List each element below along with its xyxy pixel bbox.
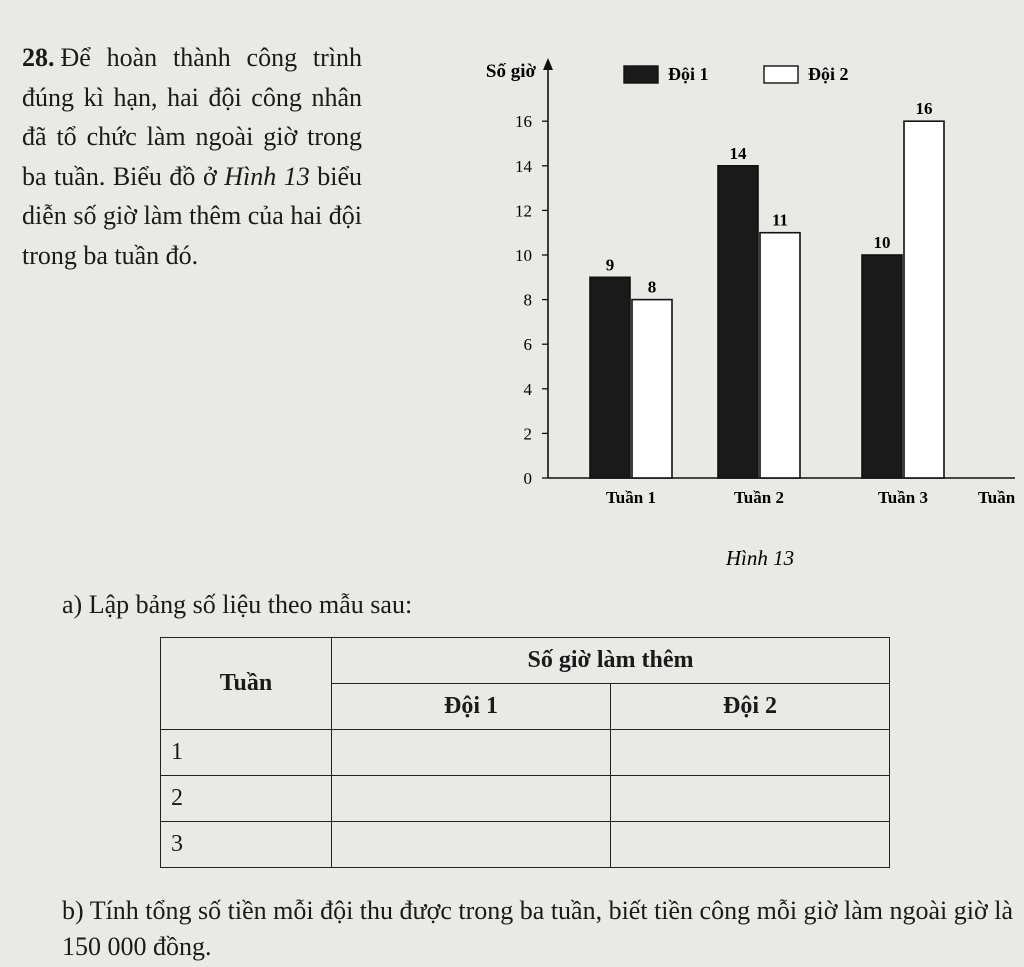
bar: [760, 233, 800, 478]
empty-cell[interactable]: [610, 776, 889, 822]
question-b: b) Tính tổng số tiền mỗi đội thu được trong ba tuần, biết tiền công mỗi giờ làm ngoài giờ là 150 000 đồng.: [62, 896, 1014, 961]
problem-text-2: biểu diễn số giờ làm thêm của hai đội trong ba tuần đó.: [22, 161, 362, 270]
row-label: 1: [161, 730, 332, 776]
data-table-template: [160, 637, 890, 868]
x-tick-label: Tuần 3: [878, 488, 928, 507]
y-tick-label: 6: [523, 335, 532, 355]
legend-swatch-1: [624, 66, 658, 83]
y-tick-label: 10: [515, 246, 532, 265]
y-axis-arrow: [543, 58, 553, 70]
bar: [862, 255, 902, 478]
table-row: [161, 730, 890, 776]
table-row: [161, 822, 890, 868]
problem-statement: [22, 38, 362, 275]
legend-label-2: Đội 2: [808, 64, 849, 84]
data-label: 8: [647, 277, 657, 297]
bar: [718, 166, 758, 478]
y-tick-label: 2: [523, 424, 532, 444]
bar: [632, 300, 672, 478]
empty-cell[interactable]: [332, 776, 611, 822]
figure-caption: Hình 13: [725, 546, 795, 570]
problem-text-1: Để hoàn thành công trình đúng kì hạn, hai đội công nhân đã tổ chức làm ngoài giờ trong ba tuần. Biểu đồ ở: [22, 43, 362, 191]
y-axis-label: Số giờ: [485, 61, 536, 82]
legend-swatch-2: [764, 66, 798, 83]
x-tick-label: Tuần 2: [734, 488, 784, 507]
figure-reference: Hình 13: [224, 161, 310, 191]
problem-number: 28.: [22, 43, 55, 72]
empty-cell[interactable]: [610, 730, 889, 776]
y-tick-label: 8: [523, 290, 532, 310]
empty-cell[interactable]: [332, 822, 611, 868]
bar: [590, 277, 630, 478]
y-tick-label: 0: [523, 469, 532, 488]
data-label: 11: [771, 210, 789, 230]
x-axis-label: Tuần: [978, 488, 1016, 507]
header-tuan: Tuần: [161, 638, 332, 730]
empty-cell[interactable]: [332, 730, 611, 776]
question-a: a) Lập bảng số liệu theo mẫu sau:: [62, 590, 413, 619]
legend-label-1: Đội 1: [668, 64, 709, 84]
header-so-gio: Số giờ làm thêm: [332, 638, 890, 684]
row-label: 3: [161, 822, 332, 868]
row-label: 2: [161, 776, 332, 822]
empty-cell[interactable]: [610, 822, 889, 868]
y-tick-label: 4: [523, 379, 532, 399]
data-label: 14: [729, 143, 747, 163]
header-doi-1: Đội 1: [332, 684, 611, 730]
y-tick-label: 16: [515, 112, 532, 132]
y-tick-label: 14: [515, 156, 532, 176]
bar: [904, 121, 944, 478]
header-doi-2: Đội 2: [610, 684, 889, 730]
bar-chart: [460, 50, 1024, 580]
table-row: [161, 776, 890, 822]
x-tick-label: Tuần 1: [606, 488, 656, 507]
data-label: 9: [605, 255, 615, 275]
data-label: 10: [873, 233, 891, 252]
data-label: 16: [915, 99, 933, 119]
y-tick-label: 12: [515, 201, 532, 221]
